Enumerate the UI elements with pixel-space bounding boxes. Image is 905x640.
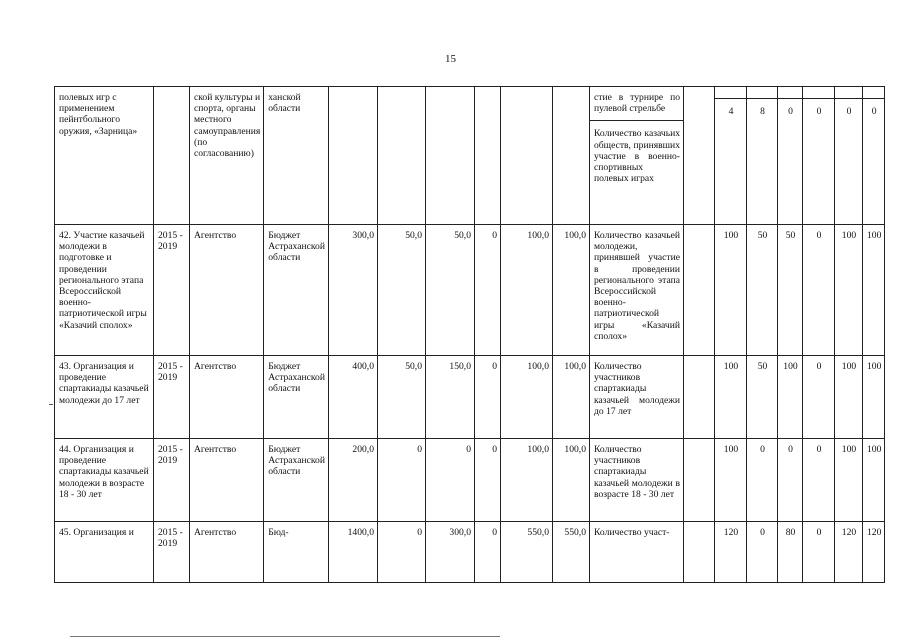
target-2016: 50 [778, 225, 803, 356]
volume-total [329, 87, 378, 225]
table-row [55, 225, 885, 356]
volume-2017: 0 [475, 356, 501, 439]
measure-name: 44. Организация и проведение спартакиады казачьей молодежи в возрасте 18 - 30 лет [55, 439, 154, 522]
target-2016: 100 [778, 356, 803, 439]
target-2015: 0 [747, 522, 778, 583]
indicator-cell: Количество участ- [590, 522, 684, 583]
target-2017: 0 [803, 356, 835, 439]
period-cell: 2015 - 2019 [154, 225, 190, 356]
source-cell: Бюд- [264, 522, 329, 583]
volume-2017: 0 [475, 225, 501, 356]
volume-2019: 100,0 [553, 356, 590, 439]
source-cell: ханской области [264, 87, 329, 225]
volume-2017 [475, 87, 501, 225]
indicator-cell: Количество участников спартакиады казачьей молодежи в возрасте 18 - 30 лет [590, 439, 684, 522]
target-2014-b: 4 [715, 98, 746, 117]
table-row [55, 439, 885, 522]
target-2016-b: 0 [778, 98, 802, 117]
target-2019: 120 [863, 522, 885, 583]
table-row [55, 522, 885, 583]
source-cell: Бюджет Астраханской области [264, 439, 329, 522]
target-2016: 0 [778, 439, 803, 522]
target-2015 [747, 87, 778, 225]
indicator-text-2: Количество казачьих обществ, принявших участие в военно-спортивных полевых играх [590, 120, 683, 184]
target-2016: 80 [778, 522, 803, 583]
period-cell: 2015 - 2019 [154, 522, 190, 583]
executor-cell: Агентство [190, 522, 264, 583]
indicator-cell: Количество участников спартакиады казачьей молодежи до 17 лет [590, 356, 684, 439]
volume-2015: 0 [378, 439, 426, 522]
target-2018-b: 0 [835, 98, 862, 117]
empty-cell [684, 439, 715, 522]
footer-rule [70, 636, 500, 637]
target-2017-b: 0 [803, 98, 834, 117]
target-2018 [835, 87, 863, 225]
empty-cell [684, 356, 715, 439]
volume-2018: 100,0 [501, 356, 553, 439]
executor-cell: ской культуры и спорта, органы местного самоуправления (по согласованию) [190, 87, 264, 225]
program-table [54, 86, 885, 583]
target-2017: 0 [803, 225, 835, 356]
measure-name: 45. Организация и [55, 522, 154, 583]
volume-2017: 0 [475, 522, 501, 583]
volume-2016: 50,0 [426, 225, 475, 356]
volume-total: 200,0 [329, 439, 378, 522]
volume-2016: 0 [426, 439, 475, 522]
empty-cell [684, 225, 715, 356]
target-2017: 0 [803, 522, 835, 583]
table-row [55, 87, 885, 225]
volume-2019: 100,0 [553, 439, 590, 522]
volume-total: 1400,0 [329, 522, 378, 583]
target-2015-b: 8 [747, 98, 777, 117]
volume-2016: 300,0 [426, 522, 475, 583]
volume-2016 [426, 87, 475, 225]
target-2018: 100 [835, 439, 863, 522]
volume-2018: 550,0 [501, 522, 553, 583]
empty-cell [684, 87, 715, 225]
table-row [55, 356, 885, 439]
volume-2015: 0 [378, 522, 426, 583]
measure-name: 42. Участие казачьей молодежи в подготовке и проведении регионального этапа Всероссийской военно-патриотической игры «Казачий сполох» [55, 225, 154, 356]
volume-2015: 50,0 [378, 225, 426, 356]
volume-2018: 100,0 [501, 439, 553, 522]
target-2019: 100 [863, 356, 885, 439]
target-2017: 0 [803, 439, 835, 522]
target-2015: 50 [747, 225, 778, 356]
measure-name: 43. Организация и проведение спартакиады казачьей молодежи до 17 лет [55, 356, 154, 439]
indicator-text: стие в турнире по пулевой стрельбе [594, 92, 680, 115]
indicator-cell: Количество казачьей молодежи, принявшей участие в проведении регионального этапа Всероссийской военно-патриотической игры «Казачий сполох» [590, 225, 684, 356]
target-2014: 120 [715, 522, 747, 583]
target-2019-b: 0 [863, 98, 884, 117]
volume-2019: 550,0 [553, 522, 590, 583]
source-cell: Бюджет Астраханской области [264, 225, 329, 356]
target-2018: 100 [835, 225, 863, 356]
executor-cell: Агентство [190, 356, 264, 439]
period-cell: 2015 - 2019 [154, 439, 190, 522]
volume-2015: 50,0 [378, 356, 426, 439]
target-2019: 100 [863, 225, 885, 356]
volume-2015 [378, 87, 426, 225]
target-2016 [778, 87, 803, 225]
period-cell [154, 87, 190, 225]
volume-2019 [553, 87, 590, 225]
target-2018: 120 [835, 522, 863, 583]
source-cell: Бюджет Астраханской области [264, 356, 329, 439]
volume-2019: 100,0 [553, 225, 590, 356]
indicator-cell [590, 87, 684, 225]
volume-total: 300,0 [329, 225, 378, 356]
measure-name: полевых игр с применением пейнтбольного оружия, «Зарница» [55, 87, 154, 225]
target-2019: 100 [863, 439, 885, 522]
target-2017 [803, 87, 835, 225]
period-cell: 2015 - 2019 [154, 356, 190, 439]
executor-cell: Агентство [190, 439, 264, 522]
target-2018: 100 [835, 356, 863, 439]
volume-2017: 0 [475, 439, 501, 522]
volume-2018 [501, 87, 553, 225]
target-2015: 50 [747, 356, 778, 439]
target-2014: 100 [715, 439, 747, 522]
target-2014: 100 [715, 225, 747, 356]
page-number: 15 [445, 53, 456, 65]
target-2014: 100 [715, 356, 747, 439]
volume-2016: 150,0 [426, 356, 475, 439]
volume-2018: 100,0 [501, 225, 553, 356]
margin-mark [49, 404, 53, 405]
executor-cell: Агентство [190, 225, 264, 356]
target-2019 [863, 87, 885, 225]
volume-total: 400,0 [329, 356, 378, 439]
target-2014 [715, 87, 747, 225]
target-2015: 0 [747, 439, 778, 522]
empty-cell [684, 522, 715, 583]
